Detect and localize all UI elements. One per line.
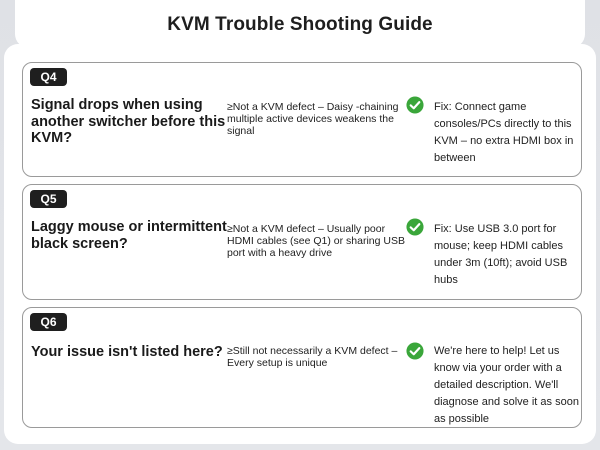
fix-text: Fix: Connect game consoles/PCs directly to this KVM – no extra HDMI box in between — [434, 101, 574, 164]
cause-text: ≥Not a KVM defect – Daisy -chaining multiple active devices weakens the signal — [227, 101, 399, 137]
check-circle-icon — [406, 218, 424, 236]
question-badge: Q5 — [30, 190, 67, 208]
fix-text: We're here to help! Let us know via your order with a detailed description. We'll diagnose and solve it as soon as possible — [434, 345, 579, 425]
question-text: Laggy mouse or intermittent black screen? — [31, 219, 227, 252]
question-text: Signal drops when using another switcher before this KVM? — [31, 97, 226, 146]
page-title: KVM Trouble Shooting Guide — [167, 14, 433, 35]
cause-text: ≥Still not necessarily a KVM defect – Every setup is unique — [227, 345, 398, 369]
faq-card-q5 — [22, 184, 582, 300]
faq-card-q4 — [22, 62, 582, 177]
check-circle-icon — [406, 96, 424, 114]
question-text: Your issue isn't listed here? — [31, 344, 223, 360]
question-badge: Q6 — [30, 313, 67, 331]
cause-text: ≥Not a KVM defect – Usually poor HDMI cables (see Q1) or sharing USB port with a heavy drive — [227, 223, 405, 259]
faq-card-q6 — [22, 307, 582, 428]
check-circle-icon — [406, 342, 424, 360]
question-badge: Q4 — [30, 68, 67, 86]
fix-text: Fix: Use USB 3.0 port for mouse; keep HDMI cables under 3m (10ft); avoid USB hubs — [434, 223, 568, 286]
